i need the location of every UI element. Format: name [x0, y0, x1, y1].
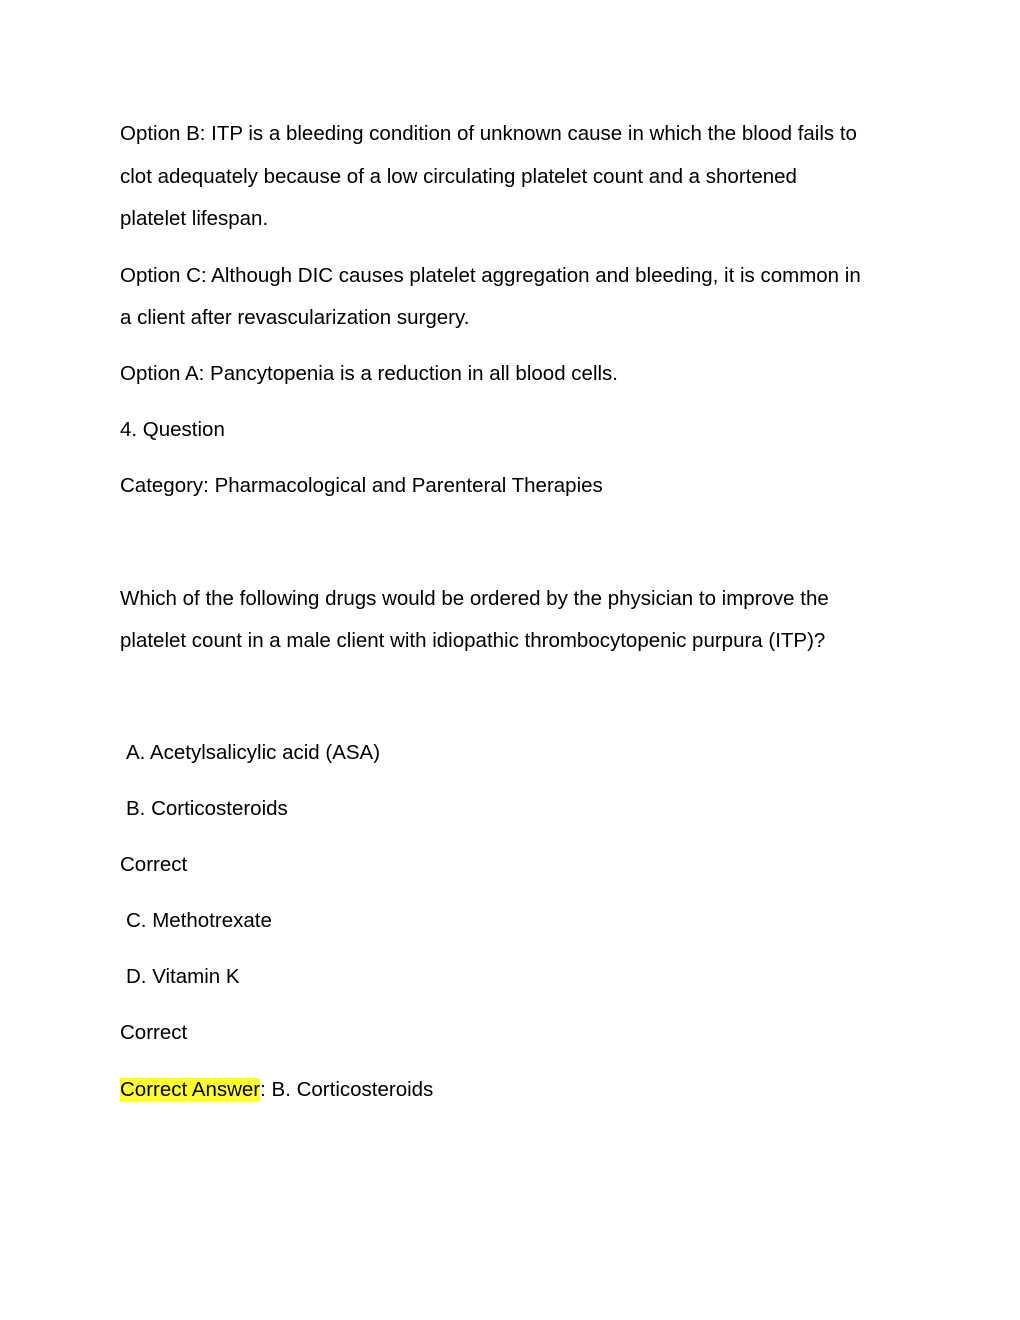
- question-stem-line-2: platelet count in a male client with idiopathic thrombocytopenic purpura (ITP)?: [120, 629, 826, 652]
- choice-d-status: Correct: [120, 1021, 188, 1044]
- question-category: Category: Pharmacological and Parenteral Therapies: [120, 474, 603, 497]
- option-c-explanation-line-2: a client after revascularization surgery.: [120, 306, 470, 329]
- option-c-explanation-line-1: Option C: Although DIC causes platelet aggregation and bleeding, it is common in: [120, 264, 861, 287]
- option-a-explanation: Option A: Pancytopenia is a reduction in all blood cells.: [120, 362, 618, 385]
- choice-a: A. Acetylsalicylic acid (ASA): [126, 741, 381, 764]
- option-b-explanation-line-3: platelet lifespan.: [120, 207, 269, 230]
- choice-d: D. Vitamin K: [126, 965, 240, 988]
- correct-answer-label: Correct Answer: [120, 1078, 261, 1101]
- correct-answer-value: : B. Corticosteroids: [260, 1078, 434, 1101]
- choice-b-status: Correct: [120, 853, 188, 876]
- question-stem-line-1: Which of the following drugs would be ordered by the physician to improve the: [120, 587, 829, 610]
- choice-b: B. Corticosteroids: [126, 797, 288, 820]
- choice-c: C. Methotrexate: [126, 909, 272, 932]
- question-heading: 4. Question: [120, 418, 225, 441]
- option-b-explanation-line-2: clot adequately because of a low circulating platelet count and a shortened: [120, 165, 797, 188]
- option-b-explanation-line-1: Option B: ITP is a bleeding condition of unknown cause in which the blood fails to: [120, 122, 857, 145]
- correct-answer-line: [120, 1076, 433, 1104]
